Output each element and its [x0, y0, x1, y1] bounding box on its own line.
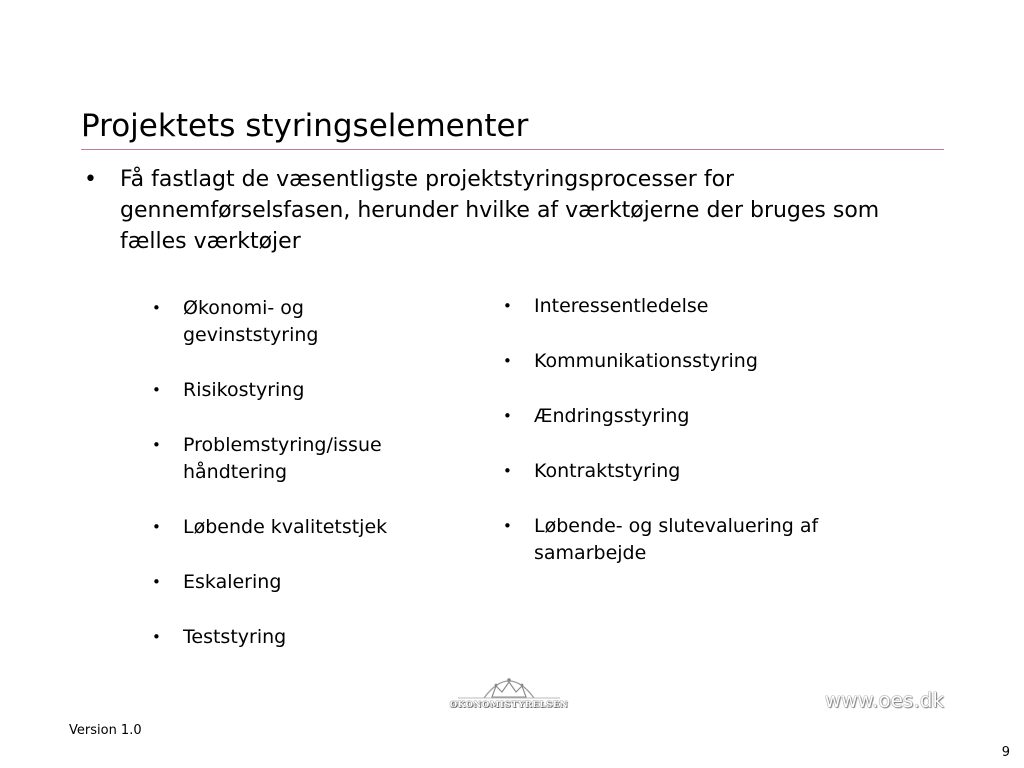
- list-item: [152, 377, 452, 432]
- okonomistyrelsen-logo: [438, 670, 580, 714]
- slide-title: Projektets styringselementer: [81, 108, 529, 144]
- list-item-text: Eskalering: [183, 571, 282, 593]
- list-item-text: Interessentledelse: [534, 295, 709, 317]
- bullet-dot: •: [152, 518, 161, 536]
- bullet-dot: •: [152, 573, 161, 591]
- list-item-text: Ændringsstyring: [534, 405, 690, 427]
- main-bullet: [84, 164, 884, 257]
- list-item: [152, 514, 452, 569]
- list-item: [503, 348, 883, 403]
- version-label: Version 1.0: [69, 723, 142, 738]
- list-item: [152, 624, 452, 679]
- list-item-text: Risikostyring: [183, 379, 305, 401]
- list-item-text: Løbende- og slutevaluering af samarbejde: [534, 515, 819, 564]
- list-item-text: Problemstyring/issue håndtering: [183, 434, 382, 483]
- bullet-dot: •: [152, 381, 161, 399]
- bullet-dot: •: [503, 462, 512, 480]
- bullet-dot: •: [152, 628, 161, 646]
- list-item: [503, 458, 883, 513]
- bullet-dot: •: [84, 167, 97, 192]
- logo-text: ØKONOMISTYRELSEN: [449, 700, 569, 710]
- left-bullet-list: [152, 295, 452, 679]
- bullet-dot: •: [152, 299, 161, 317]
- list-item-text: Kommunikationsstyring: [534, 350, 758, 372]
- list-item-text: Kontraktstyring: [534, 460, 681, 482]
- main-bullet-text: Få fastlagt de væsentligste projektstyringsprocesser for gennemførselsfasen, herunder hvilke af værktøjerne der bruges som fælles værktøjer: [120, 167, 880, 254]
- list-item: [152, 295, 452, 377]
- bullet-dot: •: [503, 352, 512, 370]
- list-item-text: Teststyring: [183, 626, 287, 648]
- list-item: [503, 513, 883, 595]
- list-item: [152, 569, 452, 624]
- title-divider: [81, 149, 944, 150]
- crown-icon: [438, 670, 580, 700]
- bullet-dot: •: [503, 407, 512, 425]
- list-item: [152, 432, 452, 514]
- list-item-text: Løbende kvalitetstjek: [183, 516, 388, 538]
- bullet-dot: •: [503, 517, 512, 535]
- list-item: [503, 403, 883, 458]
- page-number: 9: [1001, 745, 1010, 760]
- right-bullet-list: [503, 293, 883, 595]
- bullet-dot: •: [152, 436, 161, 454]
- bullet-dot: •: [503, 297, 512, 315]
- website-link[interactable]: www.oes.dk: [824, 688, 944, 712]
- list-item: [503, 293, 883, 348]
- list-item-text: Økonomi- og gevinststyring: [183, 297, 319, 346]
